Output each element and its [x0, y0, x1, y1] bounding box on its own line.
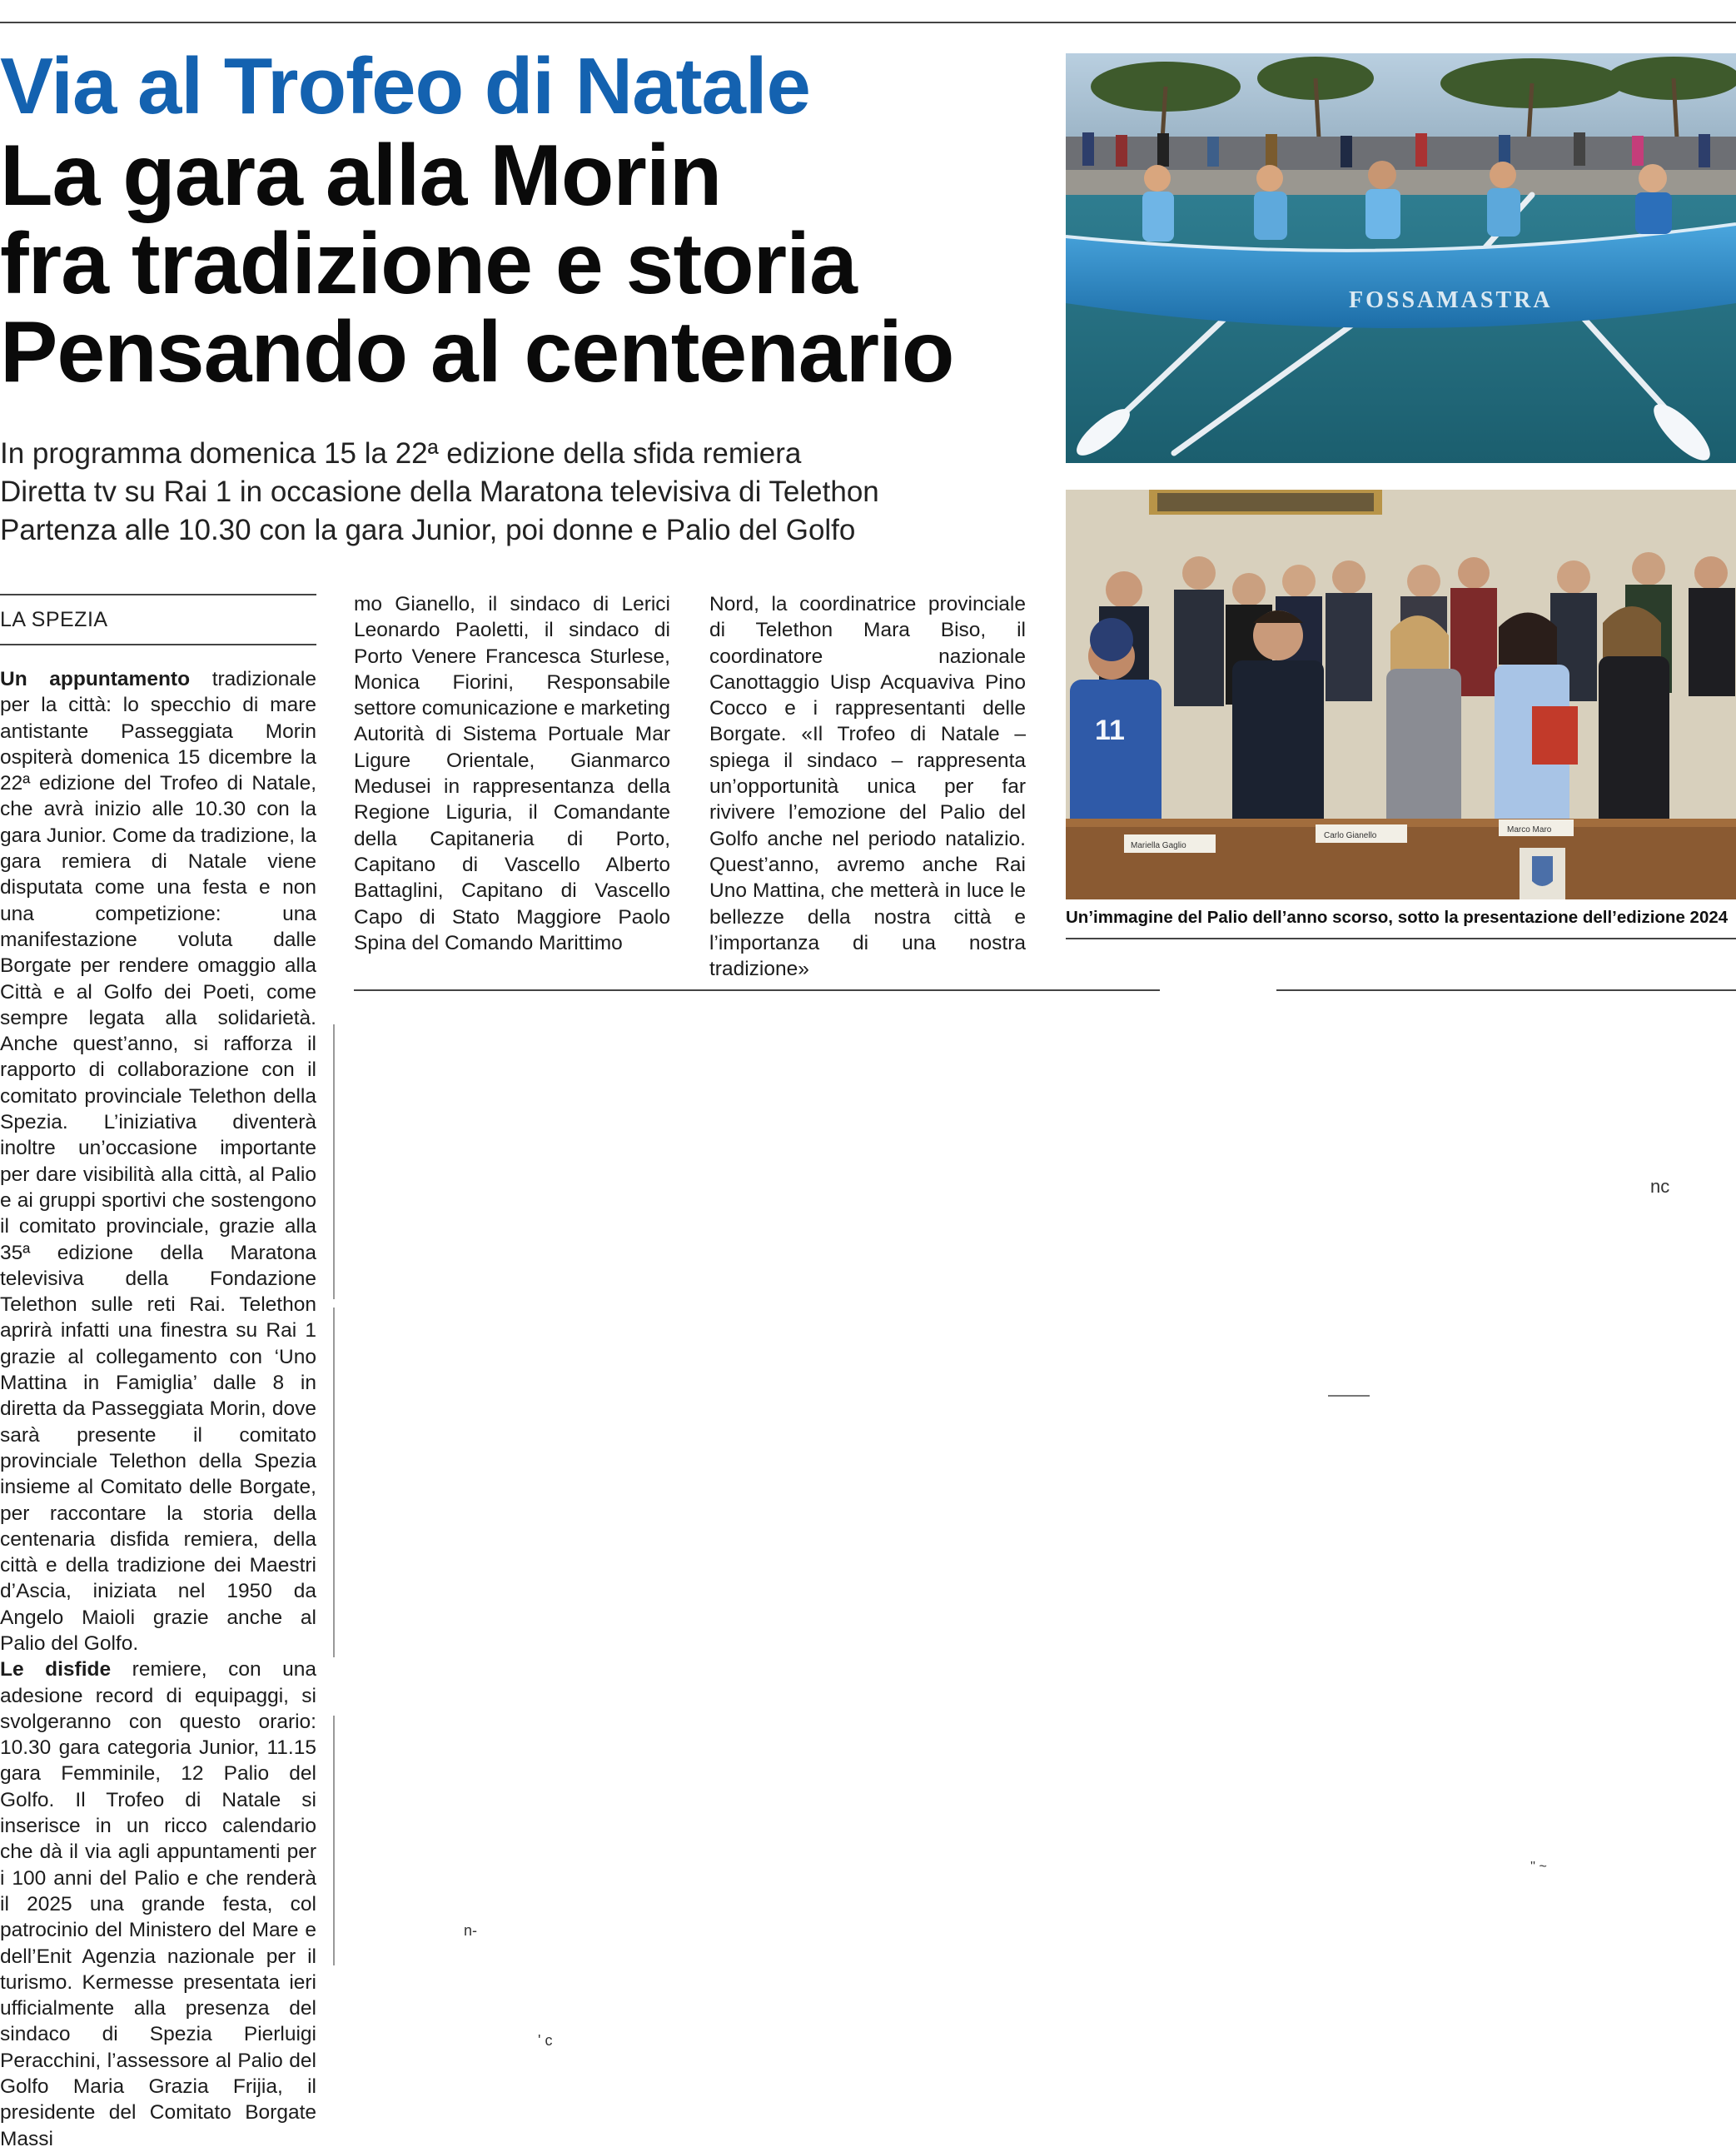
rowing-photo	[1066, 53, 1736, 463]
rower	[1254, 165, 1287, 240]
top-rule	[0, 22, 1736, 23]
crest	[1532, 856, 1553, 886]
paragraph-lead: Le disfide	[0, 1658, 112, 1681]
presentation-photo	[1066, 490, 1736, 899]
rower	[1365, 161, 1400, 239]
column-guide	[333, 1716, 335, 1965]
article-headline	[0, 127, 1041, 401]
headline-line: fra tradizione e storia	[0, 216, 857, 312]
summary-line: Diretta tv su Rai 1 in occasione della Maratona televisiva di Telethon	[0, 476, 879, 508]
body-paragraph-1	[0, 666, 316, 1656]
body-paragraph-2	[0, 1656, 316, 2152]
caption-rule	[1066, 938, 1736, 939]
stray-glyph: '' ~	[1530, 1860, 1547, 1874]
rower	[1142, 165, 1174, 242]
article-summary	[0, 435, 1041, 550]
summary-line: In programma domenica 15 la 22ª edizione della sfida remiera	[0, 437, 802, 470]
section-rule-bottom	[0, 644, 316, 645]
rowing-illustration	[1066, 53, 1736, 463]
crowd	[1066, 132, 1736, 174]
stray-glyph: ' c	[538, 2032, 553, 2049]
body-column-3: Nord, la coordinatrice provinciale di Telethon Mara Biso, il coordinatore nazionale Canottaggio Uisp Acquaviva Pino Cocco e i rappresentanti delle Borgate. «Il Trofeo di Natale – spiega il sindaco – rappresenta un’opportunità unica per far rivivere l’emozione del Palio del Golfo anche nel periodo natalizio. Quest’anno, avremo anche Rai Uno Mattina, che metterà in luce le bellezze della nostra città e l’importanza di una nostra tradizione»	[709, 593, 1026, 981]
stray-mark	[1328, 1395, 1370, 1397]
columns-bottom-rule-right	[1276, 989, 1736, 991]
section-rule-top	[0, 594, 316, 595]
paragraph-text: remiere, con una adesione record di equipaggi, si svolgeranno con questo orario: 10.30 gara categoria Junior, 11.15 gara Femminile, 12 Palio del Golfo. Il Trofeo di Natale si inserisce in un ricco calendario che dà il via agli appuntamenti per i 100 anni del Palio e che renderà il 2025 una grande festa, col patrocinio del Ministero del Mare e dell’Enit Agenzia nazionale per il turismo. Kermesse presentata ieri ufficialmente alla presenza del sindaco di Spezia Pierluigi Peracchini, l’assessore al Palio del Golfo Maria Grazia Frijia, il presidente del Comitato Borgate Massi	[0, 1658, 317, 2150]
coxswain	[1635, 164, 1672, 234]
name-plaque-text: Marco Maro	[1507, 825, 1552, 834]
presentation-illustration	[1066, 490, 1736, 899]
column-guide	[333, 1308, 335, 1657]
jersey-number: 11	[1095, 715, 1125, 746]
summary-line: Partenza alle 10.30 con la gara Junior, poi donne e Palio del Golfo	[0, 514, 856, 546]
headline-line: La gara alla Morin	[0, 127, 722, 224]
paragraph-text: tradizionale per la città: lo specchio di mare antistante Passeggiata Morin ospiterà domenica 15 dicembre la 22ª edizione del Trofeo di Natale, che avrà inizio alle 10.30 con la gara Junior. Come da tradizione, la gara remiera di Natale viene disputata come una festa e non una competizione: una manifestazione voluta dalle Borgate per rendere omaggio alla Città e al Golfo dei Poeti, come sempre legata alla solidarietà. Anche quest’anno, si rafforza il rapporto di collaborazione con il comitato provinciale Telethon della Spezia. L’iniziativa diventerà inoltre un’occasione importante per dare visibilità alla città, al Palio e ai gruppi sportivi che sostengono il comitato provinciale, grazie alla 35ª edizione della Maratona televisiva della Fondazione Telethon sulle reti Rai. Telethon aprirà infatti una finestra su Rai 1 grazie al collegamento con ‘Uno Mattina in Famiglia’ dalle 8 in diretta da Passeggiata Morin, dove sarà presente il comitato provinciale Telethon della Spezia insieme al Comitato delle Borgate, per raccontare la storia della centenaria disfida remiera, della città e della tradizione dei Maestri d’Ascia, iniziata nel 1950 da Angelo Maioli grazie anche al Palio del Golfo.	[0, 668, 316, 1655]
stray-glyph: n-	[464, 1922, 478, 1939]
stray-glyph: nc	[1650, 1176, 1670, 1197]
book	[1532, 706, 1578, 765]
column-guide	[333, 1024, 335, 1299]
paragraph-lead: Un appuntamento	[0, 668, 191, 690]
boat-name: FOSSAMASTRA	[1349, 287, 1553, 313]
name-plaque-text: Mariella Gaglio	[1131, 841, 1186, 850]
body-column-1	[0, 666, 316, 2152]
name-plaque-text: Carlo Gianello	[1324, 831, 1377, 840]
article-kicker: Via al Trofeo di Natale	[0, 42, 810, 131]
headline-line: Pensando al centenario	[0, 304, 954, 401]
painting	[1157, 493, 1374, 511]
columns-bottom-rule	[354, 989, 1160, 991]
photo-caption: Un’immagine del Palio dell’anno scorso, sotto la presentazione dell’edizione 2024	[1066, 908, 1729, 927]
section-label: LA SPEZIA	[0, 608, 108, 631]
body-column-2: mo Gianello, il sindaco di Lerici Leonardo Paoletti, il sindaco di Porto Venere Francesca Sturlese, Monica Fiorini, Responsabile settore comunicazione e marketing Autorità di Sistema Portuale Mar Ligure Orientale, Gianmarco Medusei in rappresentanza della Regione Liguria, il Comandante della Capitaneria di Porto, Capitano di Vascello Alberto Battaglini, Capitano di Vascello Capo di Stato Maggiore Paolo Spina del Comando Marittimo	[354, 593, 670, 954]
rower	[1487, 162, 1520, 237]
